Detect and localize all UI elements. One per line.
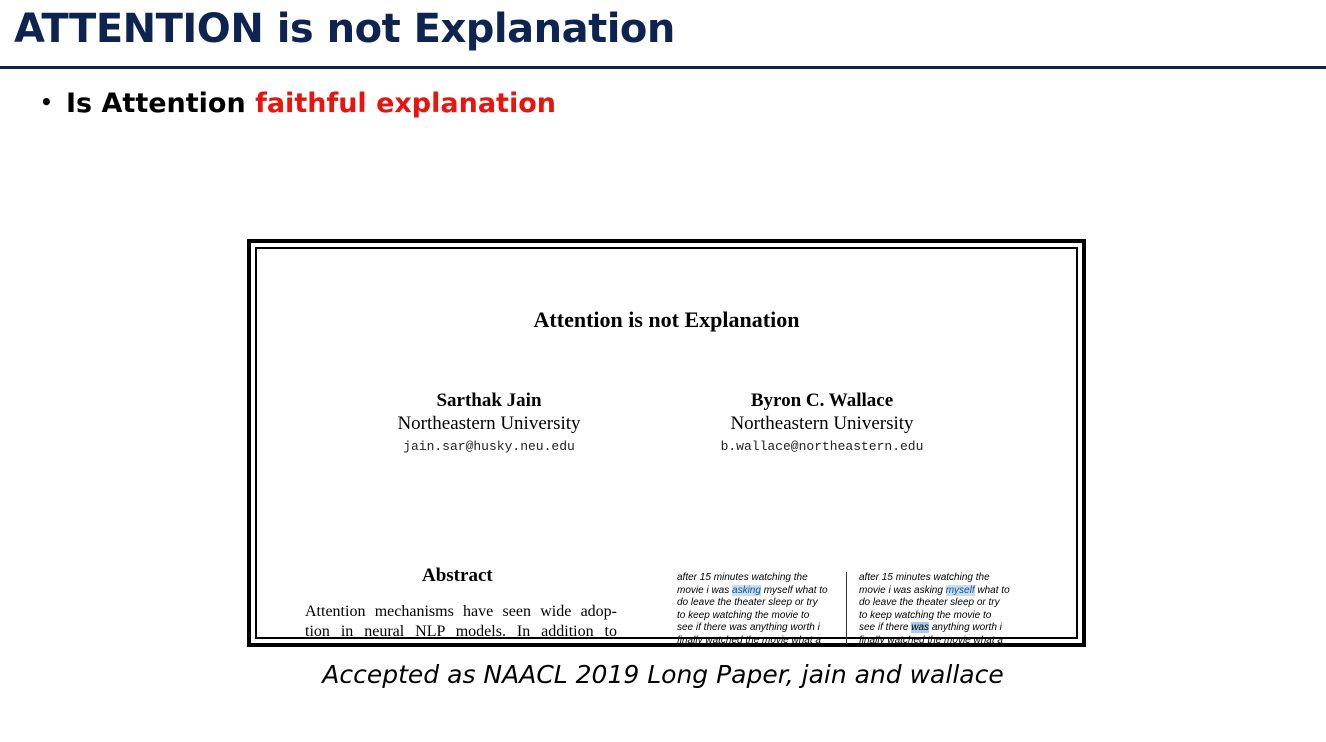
paper-caption: Accepted as NAACL 2019 Long Paper, jain and wallace	[322, 660, 1004, 689]
snippet-line: to keep watching the movie to	[859, 609, 992, 621]
bullet-marker: •	[40, 90, 53, 114]
paper-screenshot	[247, 239, 1086, 647]
paper-page	[255, 247, 1078, 646]
author-name: Byron C. Wallace	[750, 390, 894, 411]
snippet-line: to keep watching the movie to	[677, 609, 810, 621]
snippet-line: do leave the theater sleep or try	[859, 597, 1000, 609]
author-name: Sarthak Jain	[436, 390, 542, 411]
bullet-point	[40, 88, 556, 119]
author-email: jain.sar@husky.neu.edu	[403, 439, 575, 454]
author-email: b.wallace@northeastern.edu	[720, 439, 924, 454]
bullet-prefix: Is Attention	[66, 88, 256, 119]
abstract-heading: Abstract	[422, 565, 493, 586]
attention-highlight: was	[911, 622, 930, 634]
snippet-line: after 15 minutes watching the	[677, 572, 808, 583]
snippet-line: movie i was asking myself what to	[677, 584, 828, 596]
author-affiliation: Northeastern University	[730, 413, 914, 434]
attention-snippet-right	[859, 572, 1029, 648]
snippet-line: movie i was asking myself what to	[859, 584, 1010, 596]
snippet-line: after 15 minutes watching the	[859, 572, 990, 583]
author-block-1	[339, 389, 639, 459]
author-block-2	[672, 389, 972, 459]
attention-snippet-left	[677, 572, 847, 648]
abstract-text	[305, 602, 617, 642]
attention-highlight: myself	[945, 584, 975, 596]
abstract-line: tion in neural NLP models. In addition to	[305, 623, 617, 640]
snippet-line: see if there was anything worth i	[859, 622, 1002, 634]
attention-highlight: asking	[732, 584, 761, 596]
snippet-line: finally watched the movie what a	[677, 634, 821, 646]
title-divider	[0, 66, 1326, 69]
bullet-highlight: faithful explanation	[255, 88, 556, 119]
paper-title: Attention is not Explanation	[533, 307, 800, 332]
author-affiliation: Northeastern University	[397, 413, 581, 434]
snippet-divider	[846, 572, 847, 644]
slide-title: ATTENTION is not Explanation	[14, 6, 675, 52]
snippet-line: do leave the theater sleep or try	[677, 597, 818, 609]
snippet-line: finally watched the movie what a	[859, 634, 1003, 646]
snippet-line: see if there was anything worth i	[677, 622, 820, 634]
abstract-line: Attention mechanisms have seen wide adop-	[305, 603, 617, 620]
